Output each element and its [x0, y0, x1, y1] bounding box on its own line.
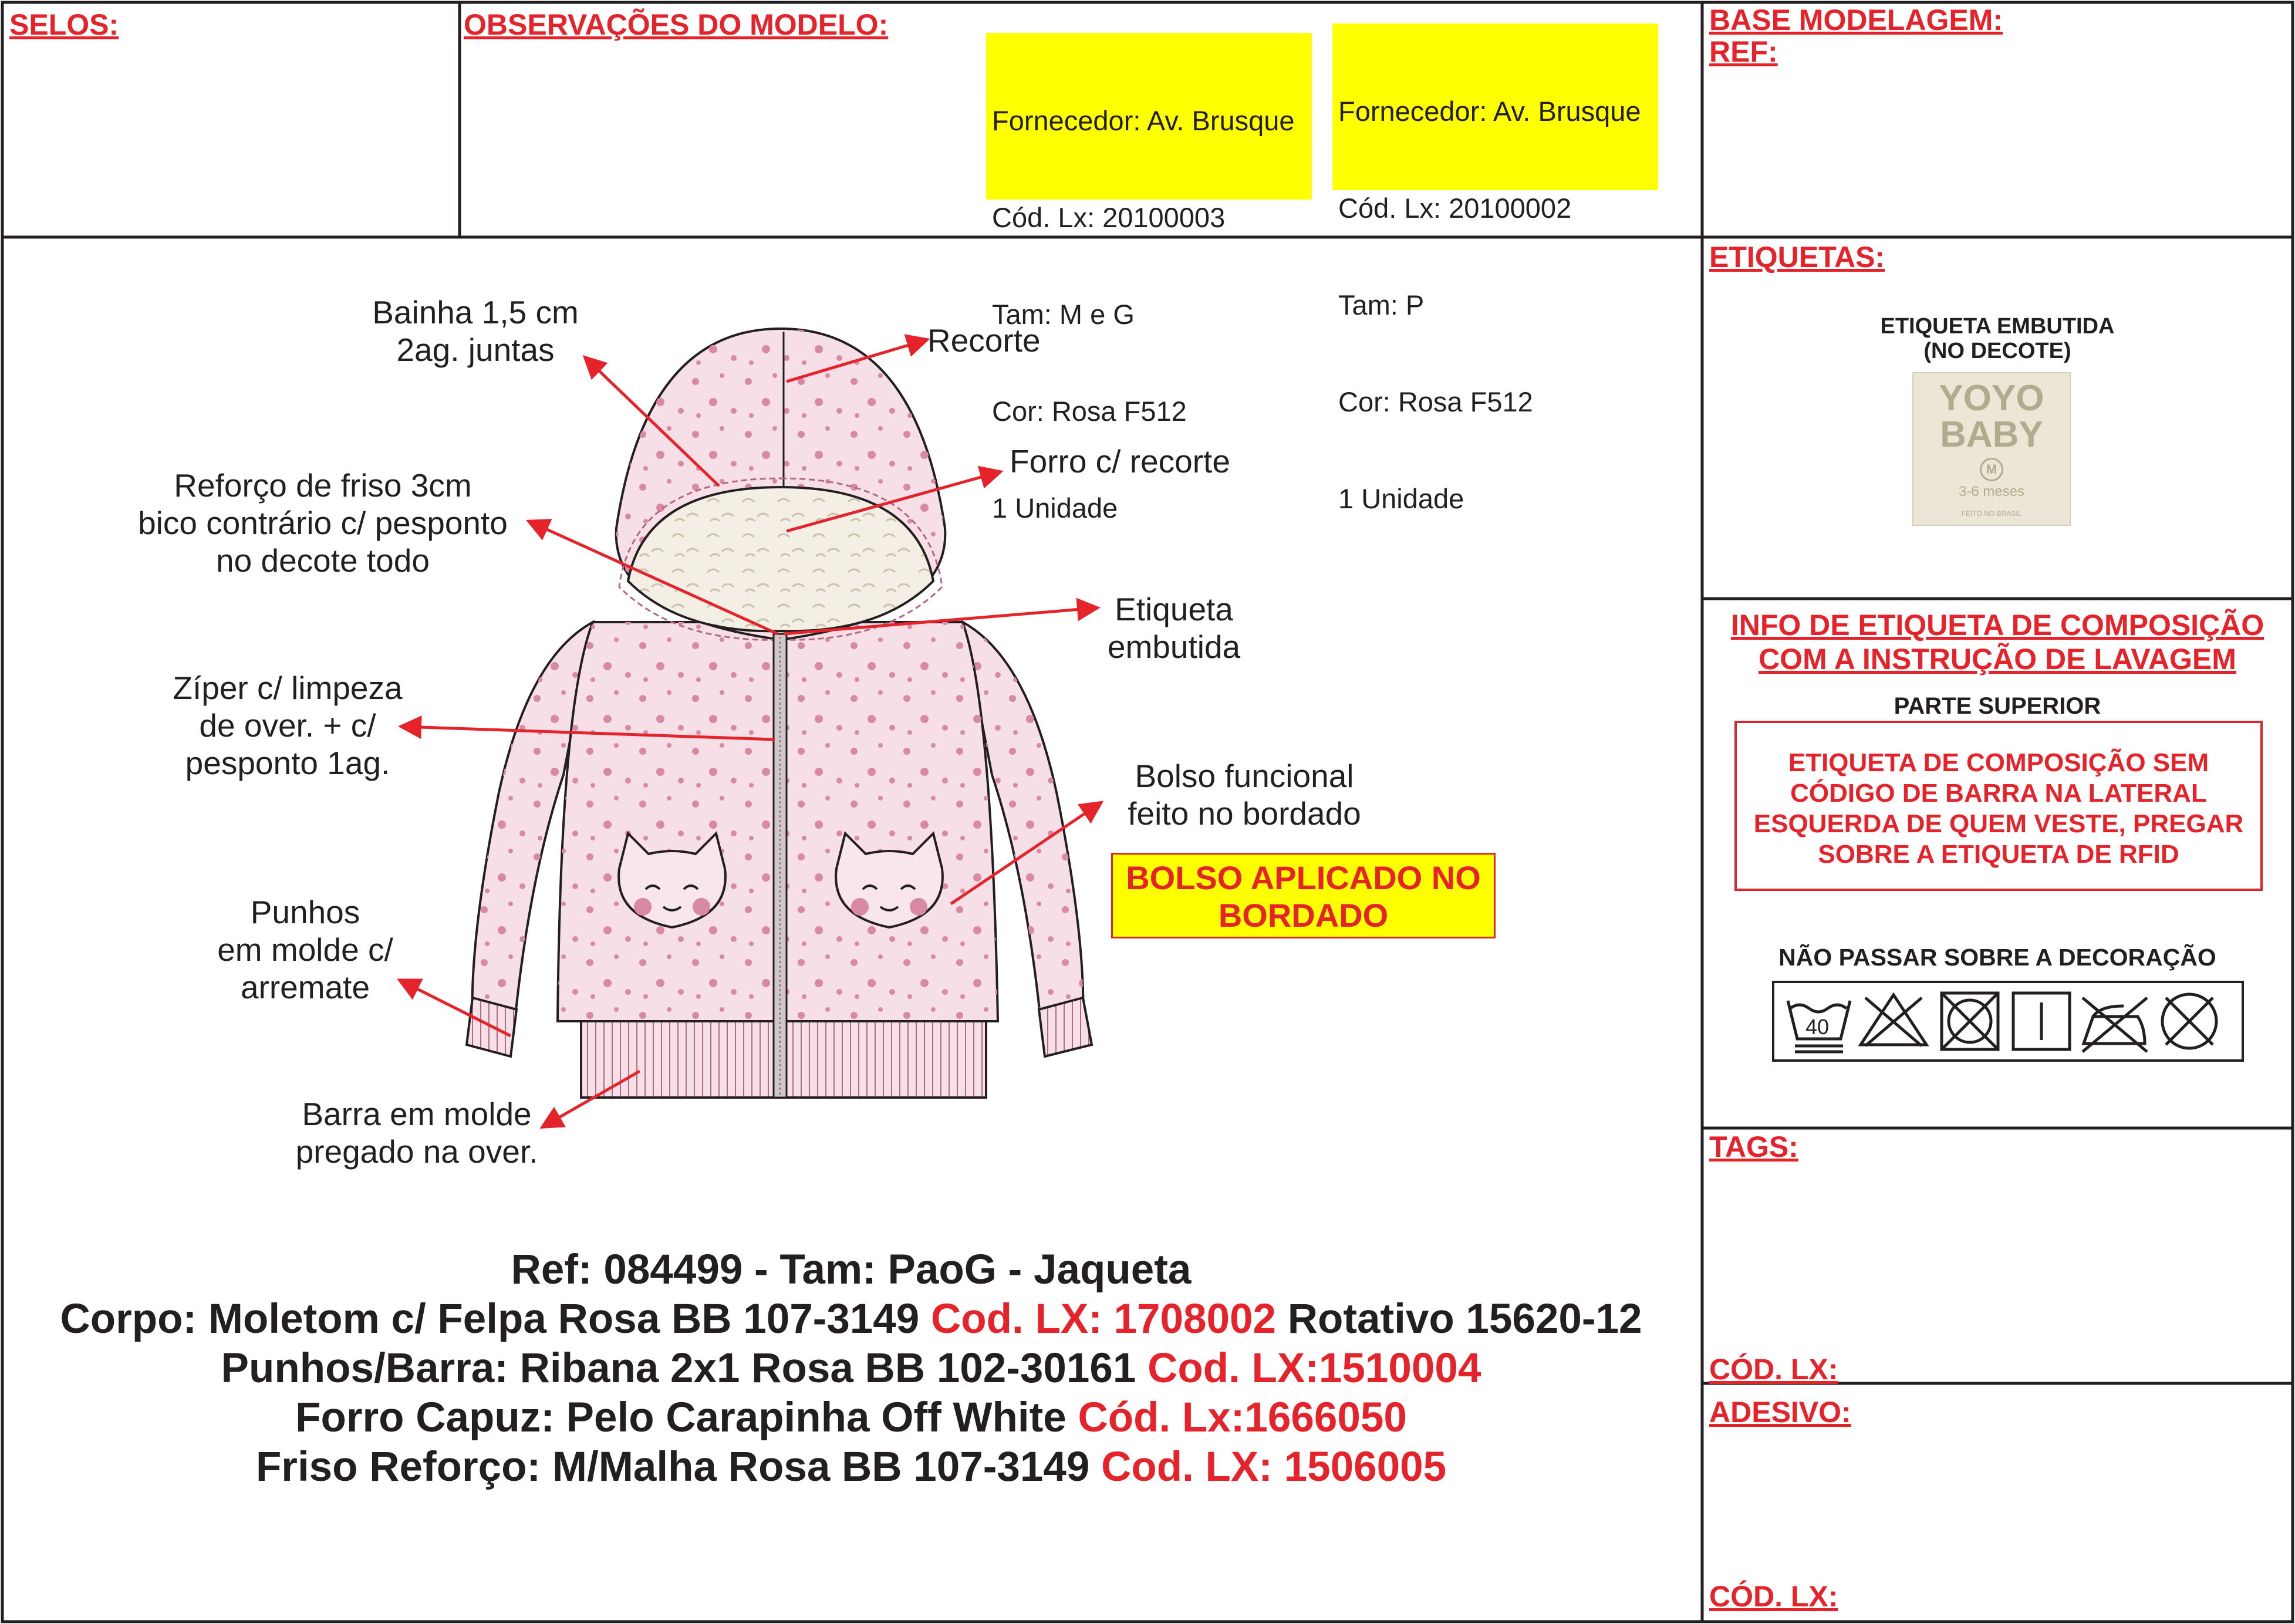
ref-label: REF: [1709, 35, 1778, 68]
info-title-line: COM A INSTRUÇÃO DE LAVAGEM [1759, 643, 2236, 676]
parte-superior-label: PARTE SUPERIOR [1894, 693, 2101, 719]
annotation-recorte: Recorte [927, 322, 1041, 359]
supplier-note-line: Fornecedor: Av. Brusque [1338, 96, 1641, 127]
info-etiqueta-title [1702, 608, 2293, 676]
annotation-line: Zíper c/ limpeza [173, 670, 403, 706]
spec-code: Cod. LX:1510004 [1148, 1345, 1481, 1392]
annotation-line: arremate [240, 969, 370, 1005]
supplier-note-line: 1 Unidade [992, 492, 1118, 524]
supplier-note-line: Cor: Rosa F512 [1338, 386, 1533, 417]
spec-code: Cód. Lx:1666050 [1078, 1395, 1407, 1441]
annotation-line: Bolso funcional [1135, 758, 1354, 794]
composicao-line: ESQUERDA DE QUEM VESTE, PREGAR [1753, 809, 2244, 838]
annotation-line: Etiqueta [1115, 591, 1233, 627]
annotation-line: feito no bordado [1128, 795, 1361, 832]
observacoes-label: OBSERVAÇÕES DO MODELO: [464, 8, 889, 41]
annotation-ziper [141, 669, 434, 782]
composicao-line: SOBRE A ETIQUETA DE RFID [1818, 840, 2179, 869]
etiqueta-embutida-caption [1702, 314, 2293, 363]
caption-line: ETIQUETA EMBUTIDA [1880, 314, 2115, 339]
spec-text: Corpo: Moletom c/ Felpa Rosa BB 107-3149 [60, 1296, 931, 1342]
spec-friso-line [6, 1443, 1696, 1492]
composicao-line: CÓDIGO DE BARRA NA LATERAL [1790, 779, 2207, 808]
brand-name-top: YOYO [1939, 378, 2044, 418]
annotation-line: de over. + c/ [199, 707, 376, 744]
spec-corpo-line [6, 1295, 1696, 1344]
annotation-line: Reforço de friso 3cm [174, 467, 472, 504]
spec-punhos-line [6, 1344, 1696, 1393]
supplier-note-line: Tam: M e G [992, 299, 1135, 330]
selos-label: SELOS: [9, 8, 119, 41]
annotation-line: pesponto 1ag. [185, 745, 390, 781]
annotation-etiqueta [1080, 590, 1268, 666]
supplier-note-line: Fornecedor: Av. Brusque [992, 105, 1295, 136]
supplier-note-line: 1 Unidade [1338, 483, 1464, 514]
spec-text: Friso Reforço: M/Malha Rosa BB 107-3149 [255, 1444, 1102, 1490]
supplier-note-line: Cód. Lx: 20100002 [1338, 193, 1572, 224]
spec-forro-line [6, 1393, 1696, 1443]
brand-label-tag [1912, 372, 2071, 526]
spec-ref-line: Ref: 084499 - Tam: PaoG - Jaqueta [511, 1247, 1192, 1293]
annotation-line: Bainha 1,5 cm [372, 294, 579, 330]
annotation-punhos [176, 893, 434, 1006]
spec-text: Punhos/Barra: Ribana 2x1 Rosa BB 102-30161 [221, 1345, 1148, 1392]
nao-passar-label: NÃO PASSAR SOBRE A DECORAÇÃO [1778, 944, 2216, 971]
annotation-bolso [1103, 757, 1385, 832]
spec-text: Forro Capuz: Pelo Carapinha Off White [295, 1395, 1078, 1441]
annotation-line: Barra em molde [302, 1096, 532, 1132]
supplier-note-line: Tam: P [1338, 289, 1425, 320]
annotation-forro: Forro c/ recorte [1010, 443, 1230, 480]
annotation-line: pregado na over. [295, 1133, 538, 1170]
annotation-line: em molde c/ [217, 931, 393, 968]
bolso-aplicado-note [1111, 853, 1496, 938]
etiquetas-label: ETIQUETAS: [1709, 241, 1885, 274]
adesivo-label: ADESIVO: [1709, 1396, 1851, 1429]
wash-temp-text: 40 [1805, 1015, 1830, 1039]
composicao-line: ETIQUETA DE COMPOSIÇÃO SEM [1788, 748, 2209, 777]
spec-code: Cod. LX: 1506005 [1101, 1444, 1447, 1490]
tags-label: TAGS: [1709, 1130, 1798, 1163]
cod-lx-label-adesivo: CÓD. LX: [1709, 1580, 1838, 1613]
spec-code: Cod. LX: 1708002 [931, 1296, 1276, 1342]
annotation-bainha [352, 293, 599, 369]
supplier-note-line: Cód. Lx: 20100003 [992, 202, 1226, 233]
size-letter-badge: M [1980, 458, 2003, 481]
annotation-line: bico contrário c/ pesponto [138, 505, 508, 541]
composicao-box [1734, 721, 2263, 891]
annotation-barra [258, 1095, 575, 1170]
annotation-reforco [117, 467, 528, 579]
bolso-aplicado-line: BORDADO [1218, 897, 1389, 934]
annotation-line: Punhos [250, 894, 360, 930]
supplier-note-line: Cor: Rosa F512 [992, 396, 1187, 427]
spec-text: Rotativo 15620-12 [1275, 1296, 1642, 1342]
annotation-line: embutida [1107, 629, 1241, 665]
care-symbols-strip [1771, 980, 2245, 1062]
caption-line: (NO DECOTE) [1923, 339, 2071, 363]
size-text: 3-6 meses [1958, 484, 2025, 499]
annotation-line: 2ag. juntas [396, 332, 555, 368]
brand-name-bottom: BABY [1940, 414, 2043, 455]
base-modelagem-label: BASE MODELAGEM: [1709, 4, 2003, 36]
cod-lx-label-tags: CÓD. LX: [1709, 1353, 1838, 1386]
annotation-line: no decote todo [216, 542, 430, 579]
info-title-line: INFO DE ETIQUETA DE COMPOSIÇÃO [1730, 609, 2264, 642]
jacket-drawing [467, 329, 1092, 1098]
bolso-aplicado-line: BOLSO APLICADO NO [1126, 859, 1481, 896]
origin-text: FEITO NO BRASIL [1961, 509, 2022, 518]
no-tumble-dry-icon [1942, 993, 1998, 1049]
